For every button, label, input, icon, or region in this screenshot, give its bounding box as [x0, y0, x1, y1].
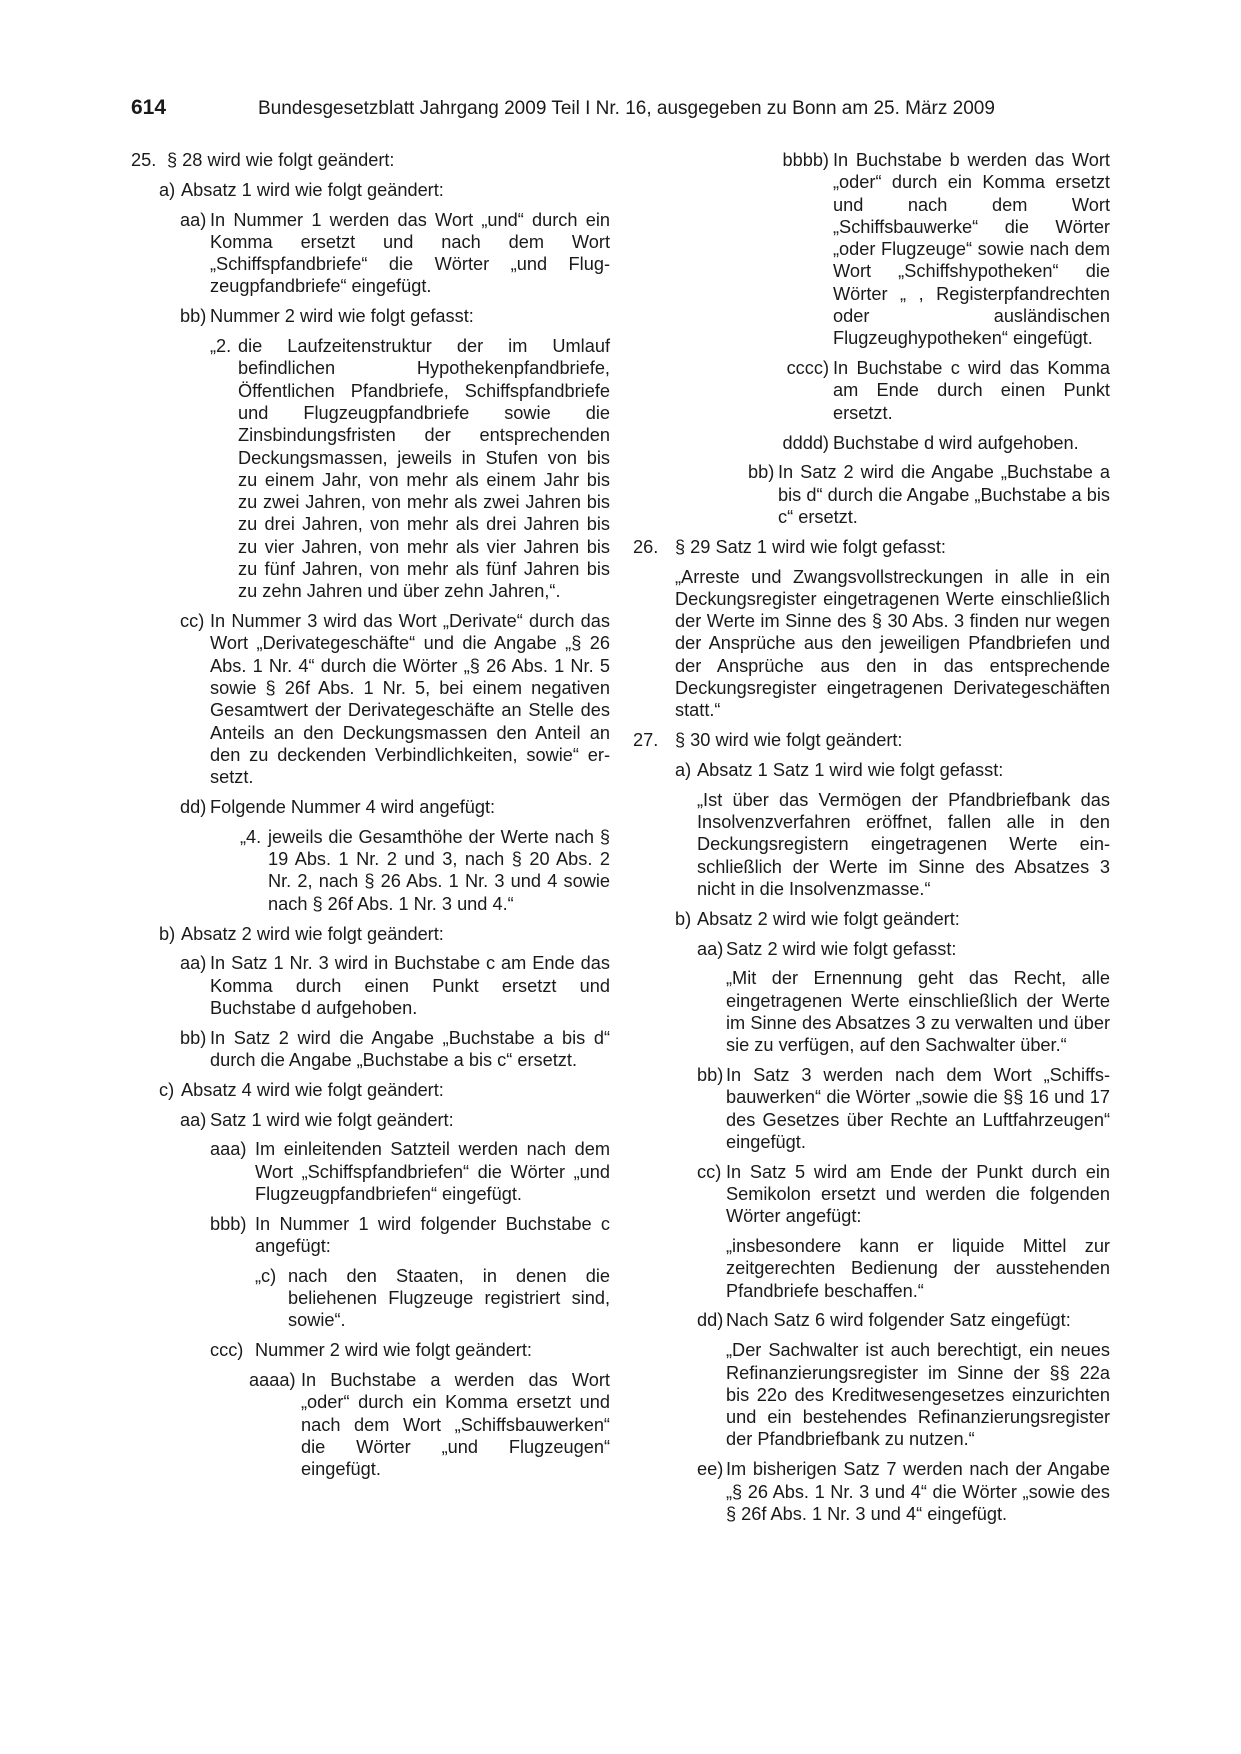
- item-label: ccc): [210, 1340, 244, 1361]
- item-text: Absatz 2 wird wie folgt geändert:: [697, 908, 960, 929]
- item-label: aa): [180, 953, 207, 974]
- item-text: In Satz 2 wird die Angabe „Buchstabe a bis d“ durch die Angabe „Buchstabe a bis c“ ersetzt.: [210, 1027, 610, 1070]
- item-27-b-cc: [633, 1161, 1110, 1228]
- item-text: Absatz 4 wird wie folgt geändert:: [181, 1079, 444, 1100]
- item-label: a): [159, 179, 176, 200]
- left-column: [131, 149, 610, 1481]
- quote-satz-6: [633, 1339, 1110, 1450]
- item-27-b-dd: [633, 1309, 1110, 1331]
- item-label: aa): [180, 209, 207, 230]
- item-27-b-bb: [633, 1064, 1110, 1153]
- item-a-aa: [131, 209, 610, 298]
- item-text: Buchstabe d wird aufgehoben.: [833, 432, 1079, 453]
- item-label: 25.: [131, 150, 157, 170]
- item-26: [633, 536, 1110, 558]
- item-cccc: [633, 357, 1110, 424]
- item-label: aaa): [210, 1139, 247, 1160]
- item-text: In Nummer 3 wird das Wort „Derivate“ durch das Wort „Derivategeschäfte“ und die Angabe „§ 26 Abs. 1 Nr. 4“ durch die Wörter „§ 26 Abs. 1 Nr. 5 sowie § 26f Abs. 1 Nr. 5, bei einem negativen Gesamtwert der Derivategeschäfte an Stelle des Anteils an den Deckungsmassen den Anteil an den zu deckenden Verbindlichkeiten, sowie“ ersetzt.: [210, 611, 610, 788]
- item-label: c): [159, 1079, 175, 1100]
- item-text: Satz 2 wird wie folgt gefasst:: [726, 938, 957, 959]
- item-label: bbbb): [782, 150, 829, 170]
- item-27-b-aa: [633, 938, 1110, 960]
- item-a-dd: [131, 796, 610, 818]
- item-text: die Laufzeitenstruktur der im Umlauf befindlichen Hypothekenpfandbriefe, Öffentlichen Pfandbriefe, Schiffspfandbriefe und Flugzeugpfandbriefe sowie die Zinsbindungsfristen der entsprechenden Deckungsmassen, jeweils in Stufen von bis zu einem Jahr, von mehr als einem Jahr bis zu zwei Jahren, von mehr als zwei Jahren bis zu drei Jahren, von mehr als drei Jahren bis zu vier Jahren, von mehr als vier Jahren bis zu fünf Jahren, von mehr als fünf Jahren bis zu zehn Jahren und über zehn Jahren,“.: [238, 336, 610, 602]
- item-text: § 30 wird wie folgt geändert:: [675, 730, 903, 751]
- item-27-a: [633, 759, 1110, 781]
- item-ccc: [131, 1339, 610, 1361]
- item-a-bb: [131, 305, 610, 327]
- item-text: „Der Sachwalter ist auch berechtigt, ein neues Refinanzierungsregister im Sinne der §§ 22a bis 22o des Kreditwesengesetzes einzurichten und ein bestehendes Refinanzierungsregister der Pfandbriefbank zu nutzen.“: [726, 1340, 1110, 1450]
- item-label: aaaa): [249, 1370, 296, 1391]
- item-b-bb: [131, 1027, 610, 1072]
- item-label: a): [675, 759, 692, 780]
- item-c: [131, 1079, 610, 1101]
- item-c-bb: [633, 461, 1110, 528]
- item-label: „2.: [210, 336, 232, 357]
- item-label: dd): [180, 797, 207, 818]
- item-bbbb: [633, 149, 1110, 350]
- page-header-title: Bundesgesetzblatt Jahrgang 2009 Teil I Nr. 16, ausgegeben zu Bonn am 25. März 2009: [258, 98, 995, 119]
- item-aaaa: [131, 1369, 610, 1480]
- item-text: Nach Satz 6 wird folgender Satz eingefügt:: [726, 1310, 1071, 1331]
- item-label: bb): [180, 306, 207, 327]
- item-label: b): [159, 923, 176, 944]
- item-27: [633, 729, 1110, 751]
- item-text: In Buchstabe b werden das Wort „oder“ durch ein Komma ersetzt und nach dem Wort „Schiffsbauwerke“ die Wörter „oder Flugzeuge“ sowie nach dem Wort „Schiffshypotheken“ die Wörter „ , Registerpfandrechten oder ausländischen Flugzeughypotheken“ eingefügt.: [833, 150, 1110, 349]
- item-text: „Arreste und Zwangsvollstreckungen in alle in ein Deckungsregister eingetragenen Werte einschließlich der Werte im Sinne des § 30 Abs. 3 finden nur wegen der Ansprüche aus den jeweiligen Pfandbriefen und der Ansprüche aus den in das entsprechende Deckungsregister eingetragenen Derivategeschäften statt.“: [675, 566, 1110, 721]
- item-text: Folgende Nummer 4 wird angefügt:: [210, 797, 496, 818]
- item-text: § 29 Satz 1 wird wie folgt gefasst:: [675, 536, 946, 557]
- item-label: cc): [697, 1161, 722, 1182]
- item-label: aa): [697, 938, 724, 959]
- item-text: In Satz 5 wird am Ende der Punkt durch ein Semikolon ersetzt und werden die folgenden Wörter angefügt:: [726, 1161, 1110, 1227]
- item-text: Im bisherigen Satz 7 werden nach der Angabe „§ 26 Abs. 1 Nr. 3 und 4“ die Wörter „sowie des § 26f Abs. 1 Nr. 3 und 4“ eingefügt.: [726, 1459, 1110, 1524]
- item-b: [131, 923, 610, 945]
- item-text: In Nummer 1 werden das Wort „und“ durch ein Komma ersetzt und nach dem Wort „Schiffspfandbriefe“ die Wörter „und Flugzeugpfandbriefe“ eingefügt.: [210, 209, 610, 297]
- item-a-cc: [131, 610, 610, 788]
- item-text: jeweils die Gesamthöhe der Werte nach § 19 Abs. 1 Nr. 2 und 3, nach § 20 Abs. 2 Nr. 2, nach § 26 Abs. 1 Nr. 3 und 4 sowie nach § 26f Abs. 1 Nr. 3 und 4.“: [268, 826, 610, 914]
- item-text: In Satz 3 werden nach dem Wort „Schiffsbauwerken“ die Wörter „sowie die §§ 16 und 17 des Gesetzes über Rechte an Luftfahrzeugen“ eingefügt.: [726, 1064, 1110, 1152]
- item-text: Absatz 1 Satz 1 wird wie folgt gefasst:: [697, 759, 1004, 780]
- item-dddd: [633, 432, 1110, 454]
- quote-satz-2: [633, 967, 1110, 1056]
- item-27-b-ee: [633, 1458, 1110, 1525]
- item-text: In Buchstabe a werden das Wort „oder“ durch ein Komma ersetzt und nach dem Wort „Schiffsbauwerken“ die Wörter „und Flugzeugen“ eingefügt.: [301, 1370, 610, 1480]
- item-label: bb): [180, 1027, 207, 1048]
- item-25: [131, 149, 610, 171]
- quote-nummer-4: [131, 826, 610, 915]
- item-text: nach den Staaten, in denen die beliehenen Flugzeuge registriert sind, sowie“.: [288, 1265, 610, 1331]
- right-column: [633, 149, 1110, 1525]
- item-label: bb): [697, 1064, 724, 1085]
- item-label: cccc): [786, 358, 829, 379]
- item-27-b: [633, 908, 1110, 930]
- item-label: dddd): [782, 432, 829, 453]
- quote-satz-5: [633, 1235, 1110, 1302]
- item-text: § 28 wird wie folgt geändert:: [167, 150, 395, 170]
- item-text: „insbesondere kann er liquide Mittel zur zeitgerechten Bedienung der ausstehenden Pfandbriefe beschaffen.“: [726, 1236, 1110, 1301]
- quote-absatz-1: [633, 789, 1110, 900]
- item-bbb: [131, 1213, 610, 1258]
- item-label: cc): [180, 611, 205, 632]
- page-number: 614: [131, 96, 167, 119]
- item-text: In Satz 2 wird die Angabe „Buchstabe a bis d“ durch die Angabe „Buchstabe a bis c“ ersetzt.: [778, 462, 1110, 527]
- quote-buchstabe-c: [131, 1265, 610, 1332]
- quote-nummer-2: [131, 335, 610, 603]
- item-label: b): [675, 908, 692, 929]
- item-b-aa: [131, 952, 610, 1019]
- item-text: Nummer 2 wird wie folgt geändert:: [255, 1340, 532, 1361]
- item-text: „Ist über das Vermögen der Pfandbriefbank das Insolvenzverfahren eröffnet, fallen alle in den Deckungsregistern eingetragenen Werte einschließlich der Werte im Sinne des Absatzes 3 nicht in die Insolvenzmasse.“: [697, 789, 1110, 899]
- item-aaa: [131, 1138, 610, 1205]
- item-c-aa: [131, 1109, 610, 1131]
- item-text: „Mit der Ernennung geht das Recht, alle eingetragenen Werte einschließlich der Werte im Sinne des Absatzes 3 zu verwalten und über sie zu verfügen, auf den Sachwalter über.“: [726, 968, 1110, 1056]
- item-label: bbb): [210, 1213, 247, 1234]
- item-text: Im einleitenden Satzteil werden nach dem Wort „Schiffspfandbriefen“ die Wörter „und Flugzeugpfandbriefen“ eingefügt.: [255, 1139, 610, 1204]
- quote-29: [633, 566, 1110, 722]
- item-label: dd): [697, 1310, 724, 1331]
- item-label: 27.: [633, 730, 659, 751]
- item-text: In Nummer 1 wird folgender Buchstabe c angefügt:: [255, 1213, 610, 1257]
- item-text: Nummer 2 wird wie folgt gefasst:: [210, 306, 474, 327]
- item-text: Absatz 2 wird wie folgt geändert:: [181, 923, 444, 944]
- item-label: „4.: [240, 826, 262, 847]
- item-label: bb): [748, 462, 775, 483]
- item-text: In Buchstabe c wird das Komma am Ende durch einen Punkt ersetzt.: [833, 358, 1110, 423]
- item-label: aa): [180, 1109, 207, 1130]
- item-text: Satz 1 wird wie folgt geändert:: [210, 1109, 454, 1130]
- item-text: Absatz 1 wird wie folgt geändert:: [181, 179, 444, 200]
- item-label: 26.: [633, 536, 659, 557]
- item-a: [131, 179, 610, 201]
- item-label: ee): [697, 1459, 724, 1480]
- item-text: In Satz 1 Nr. 3 wird in Buchstabe c am Ende das Komma durch einen Punkt ersetzt und Buchstabe d aufgehoben.: [210, 953, 610, 1018]
- item-label: „c): [255, 1265, 277, 1286]
